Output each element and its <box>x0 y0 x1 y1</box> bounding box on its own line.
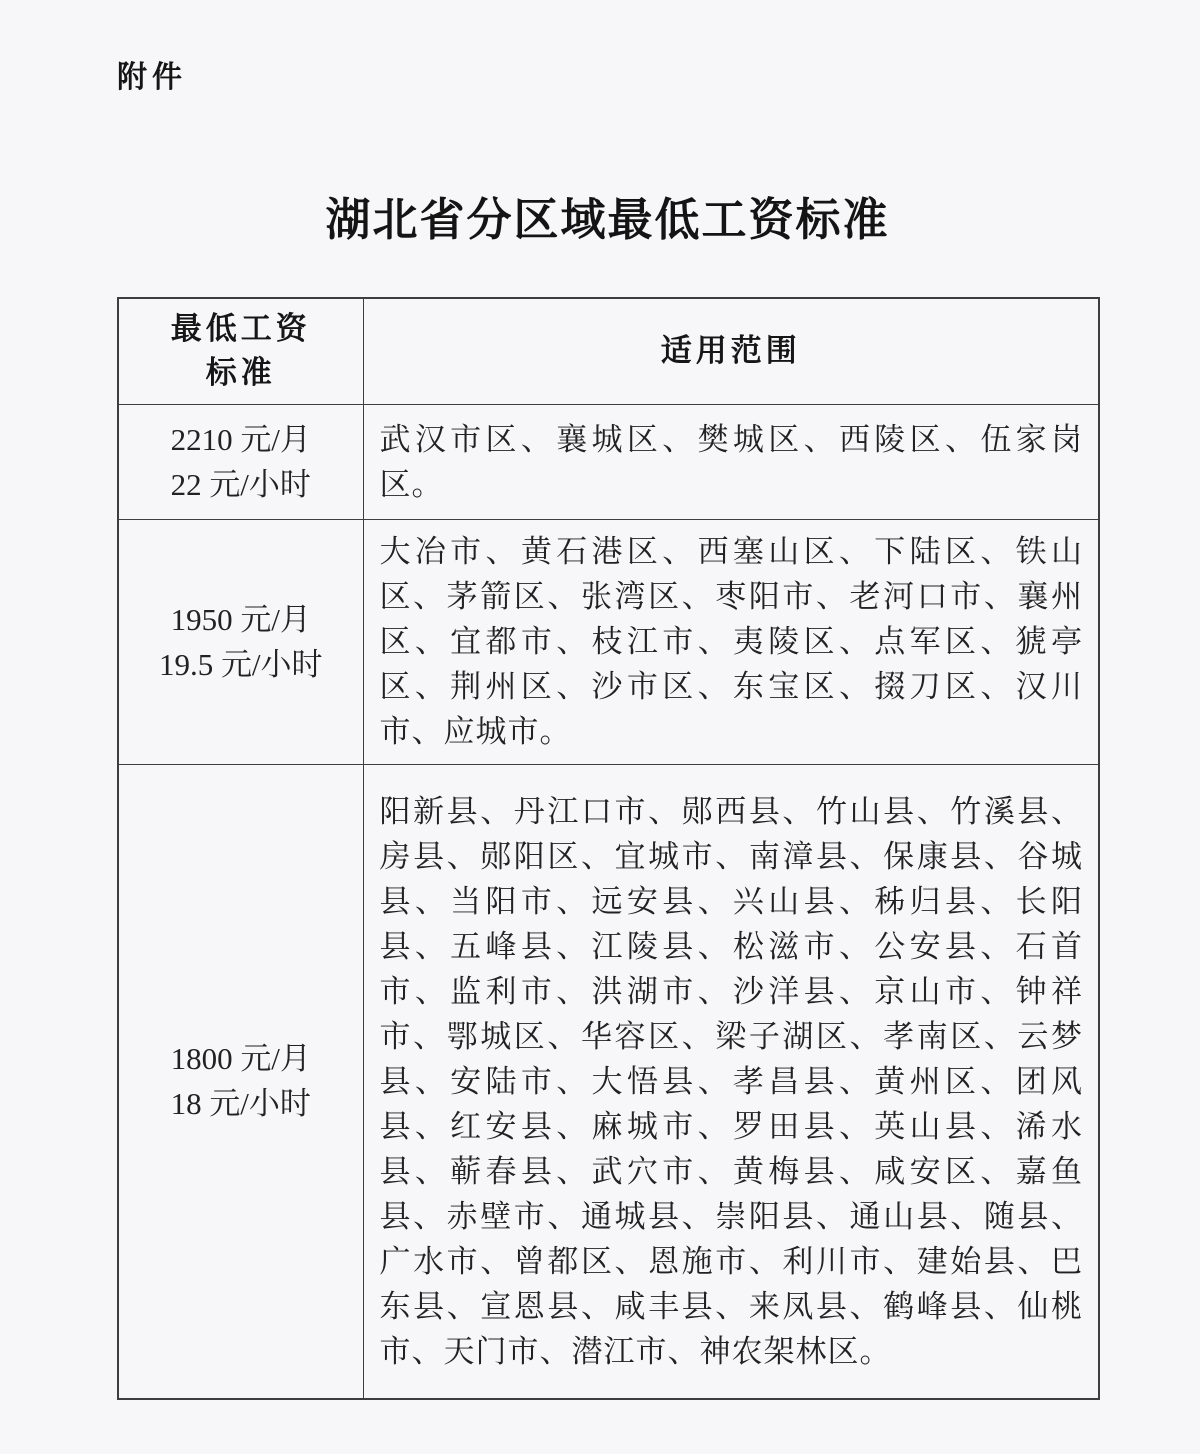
table-header-row <box>118 298 1099 404</box>
wage-hourly-value: 19.5 元/小时 <box>158 646 323 682</box>
wage-cell <box>118 519 363 764</box>
wage-header-line1: 最低工资 <box>170 311 311 347</box>
scope-column-header: 适用范围 <box>363 298 1099 404</box>
table-row <box>118 519 1099 764</box>
scope-cell: 大冶市、黄石港区、西塞山区、下陆区、铁山区、茅箭区、张湾区、枣阳市、老河口市、襄州区、宜都市、枝江市、夷陵区、点军区、猇亭区、荆州区、沙市区、东宝区、掇刀区、汉川市、应城市。 <box>363 519 1099 764</box>
wage-hourly-value: 18 元/小时 <box>170 1086 311 1122</box>
wage-monthly-value: 2210 元/月 <box>170 421 311 457</box>
wage-monthly-value: 1950 元/月 <box>170 601 311 637</box>
wage-cell <box>118 404 363 519</box>
wage-column-header <box>118 298 363 404</box>
wage-hourly-value: 22 元/小时 <box>170 466 311 502</box>
table-row <box>118 404 1099 519</box>
table-row <box>118 764 1099 1399</box>
scope-cell: 武汉市区、襄城区、樊城区、西陵区、伍家岗区。 <box>363 404 1099 519</box>
page-title: 湖北省分区域最低工资标准 <box>325 195 890 245</box>
wage-monthly-value: 1800 元/月 <box>170 1041 311 1077</box>
attachment-label: 附件 <box>117 61 187 94</box>
wage-header-line2: 标准 <box>205 355 276 391</box>
wage-table <box>117 297 1100 1400</box>
wage-cell <box>118 764 363 1399</box>
scope-cell: 阳新县、丹江口市、郧西县、竹山县、竹溪县、房县、郧阳区、宜城市、南漳县、保康县、谷城县、当阳市、远安县、兴山县、秭归县、长阳县、五峰县、江陵县、松滋市、公安县、石首市、监利市、洪湖市、沙洋县、京山市、钟祥市、鄂城区、华容区、梁子湖区、孝南区、云梦县、安陆市、大悟县、孝昌县、黄州区、团风县、红安县、麻城市、罗田县、英山县、浠水县、蕲春县、武穴市、黄梅县、咸安区、嘉鱼县、赤壁市、通城县、崇阳县、通山县、随县、广水市、曾都区、恩施市、利川市、建始县、巴东县、宣恩县、咸丰县、来凤县、鹤峰县、仙桃市、天门市、潜江市、神农架林区。 <box>363 764 1099 1399</box>
